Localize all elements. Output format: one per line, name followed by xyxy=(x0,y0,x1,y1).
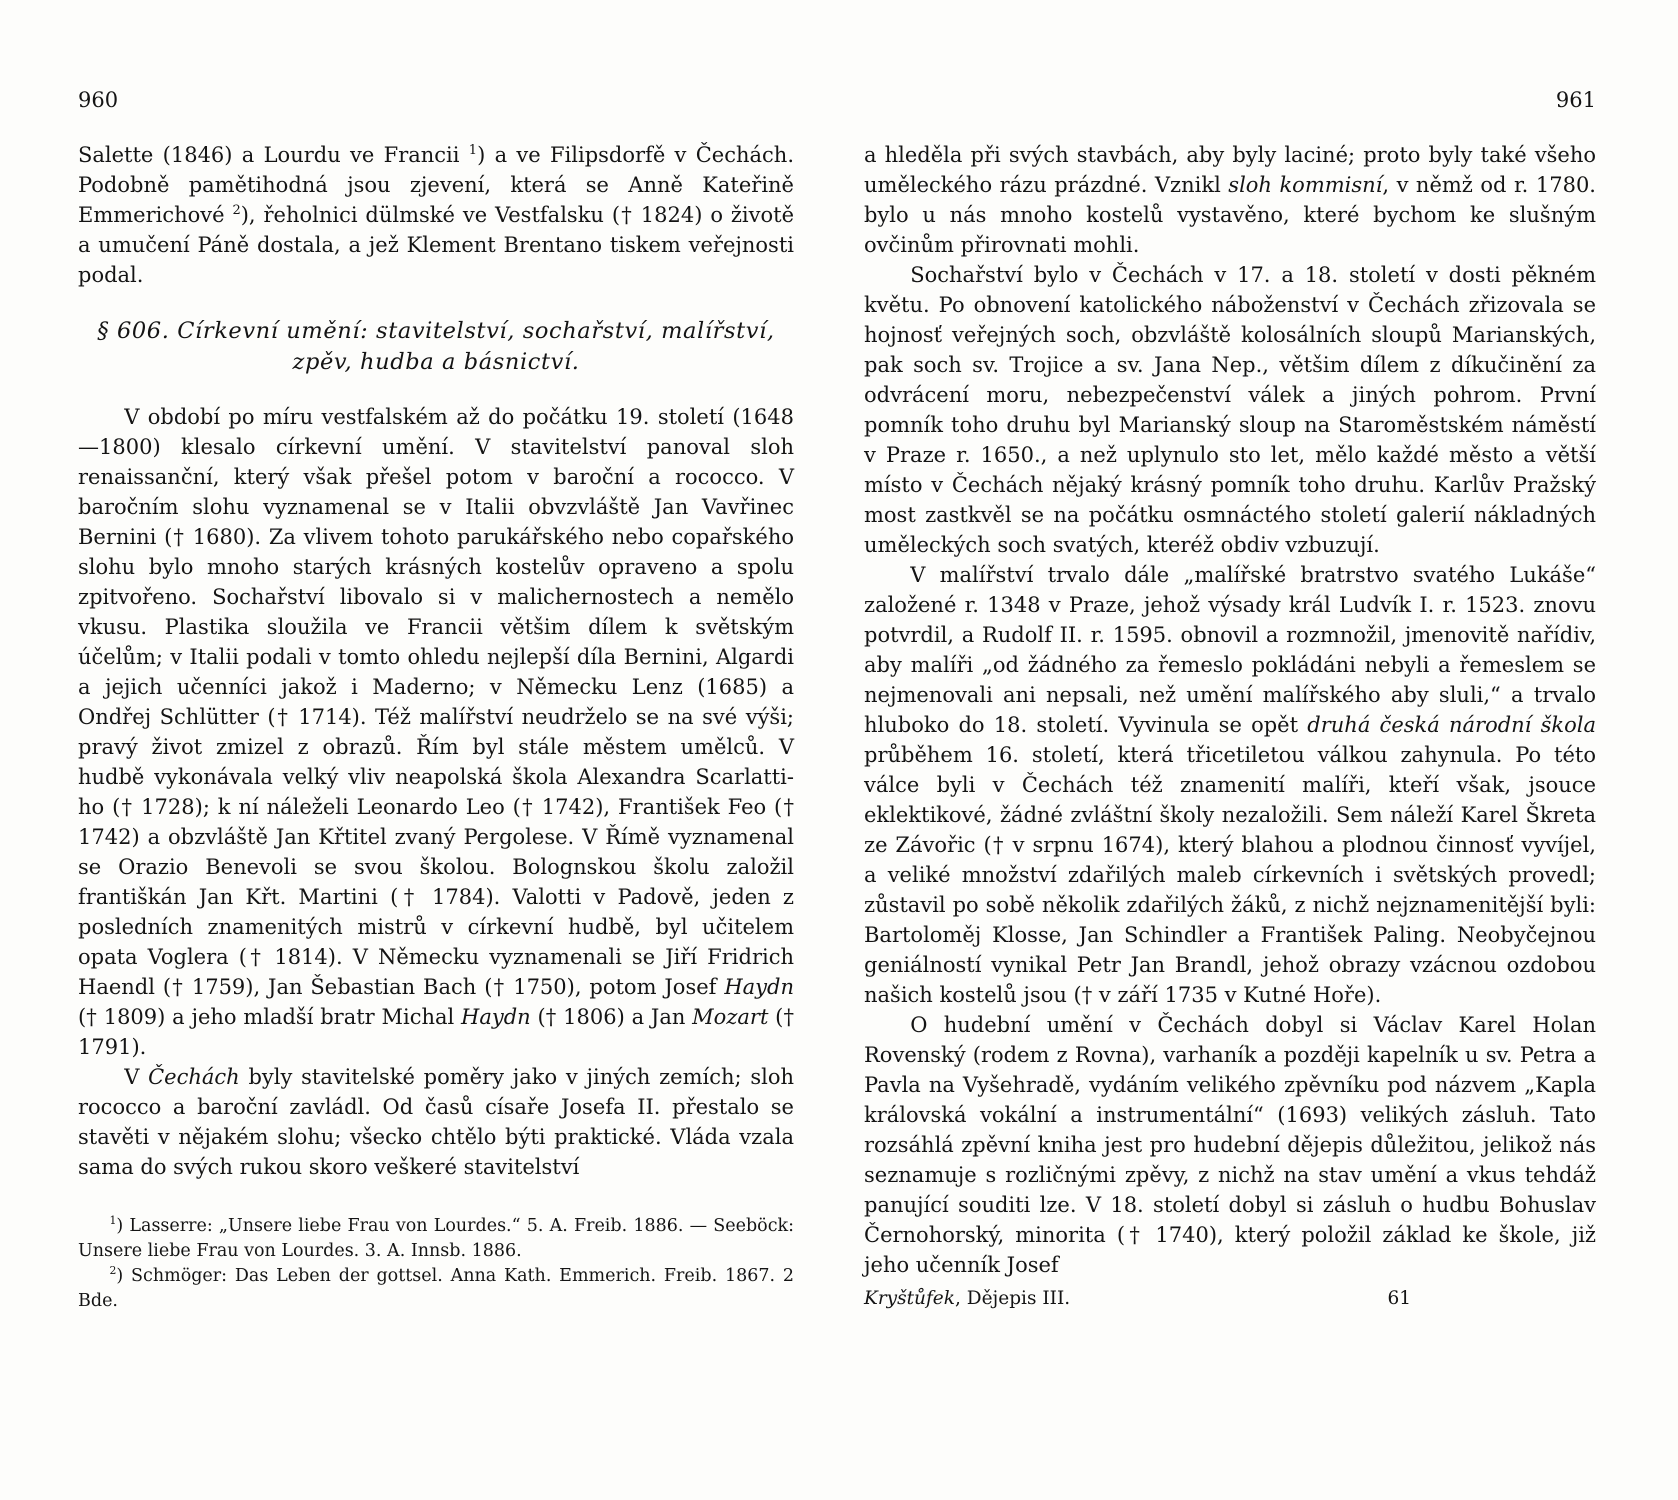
paragraph: V období po míru vestfalském až do počátku 19. století (1648—1800) klesalo církevní umění. V stavitelství panoval sloh renaissanční, který však přešel potom v baroční a rococco. V baročním slohu vyznamenal se v Italii obvzvláště Jan Vavřinec Bernini († 1680). Za vlivem tohoto parukářského nebo copařského slohu bylo mnoho starých krásných kostelův opraveno a spolu zpitvořeno. Sochařství libovalo si v malichernostech a nemělo vkusu. Plastika sloužila ve Francii většim dílem k světským účelům; v Italii podali v tomto ohledu nejlepší díla Bernini, Algardi a jejich učenníci jakož i Maderno; v Německu Lenz (1685) a Ondřej Schlütter († 1714). Též malířství neudrželo se na své výši; pravý život zmizel z obrazů. Řím byl stále městem umělců. V hudbě vykonávala velký vliv neapolská škola Alexandra Scarlatti-ho († 1728); k ní náleželi Leonardo Leo († 1742), František Feo († 1742) a obzvláště Jan Křtitel zvaný Pergolese. V Římě vyznamenal se Orazio Benevoli se svou školou. Bolognskou školu založil františkán Jan Křt. Martini († 1784). Valotti v Padově, jeden z posledních znamenitých mistrů v církevní hudbě, byl učitelem opata Voglera († 1814). V Německu vyznamenali se Jiří Fridrich Haendl († 1759), Jan Šebastian Bach († 1750), potom Josef Haydn († 1809) a jeho mladší bratr Michal Haydn († 1806) a Jan Mozart († 1791). xyxy=(78,405,794,1059)
paragraph: Salette (1846) a Lourdu ve Francii $^1$) a ve Filipsdorfě v Čechách. Podobně pamětihodná jsou zjevení, která se Anně Kateřině Emmerichové $^2$), řeholnici dülmské ve Vestfalsku († 1824) o životě a umučení Páně dostala, a jež Klement Brentano tiskem veřejnosti podal. xyxy=(78,143,795,287)
left-page-body xyxy=(78,140,794,1182)
section-heading-line2: zpěv, hudba a básnictví. xyxy=(292,349,580,375)
right-page-body xyxy=(864,140,1596,1280)
section-heading xyxy=(78,316,794,378)
footer-signature: Kryštůfek, Dějepis III. xyxy=(864,1288,1071,1309)
paragraph: Sochařství bylo v Čechách v 17. a 18. století v dosti pěkném květu. Po obnovení katolického náboženství v Čechách zřizovala se hojnosť veřejných soch, obzvláště kolosálních sloupů Marianských, pak soch sv. Trojice a sv. Jana Nep., většim dílem z díkučinění za odvrácení moru, nebezpečenství válek a jiných pohrom. První pomník toho druhu byl Marianský sloup na Staroměstském náměstí v Praze r. 1650., a než uplynulo sto let, mělo každé město a větší místo v Čechách nějaký krásný pomník toho druhu. Karlův Pražský most zastkvěl se na počátku osmnáctého století galerií nákladných uměleckých soch svatých, kteréž obdiv vzbuzují. xyxy=(864,263,1596,557)
paragraph: V Čechách byly stavitelské poměry jako v jiných zemích; sloh rococco a baroční zavládl. Od časů císaře Josefa II. přestalo se stavěti v nějakém slohu; všecko chtělo býti praktické. Vláda vzala sama do svých rukou skoro veškeré stavitelství xyxy=(78,1065,795,1179)
page-number-left: 960 xyxy=(78,88,119,112)
paragraph: O hudební umění v Čechách dobyl si Václav Karel Holan Rovenský (rodem z Rovna), varhaník a později kapelník u sv. Petra a Pavla na Vyšehradě, vydáním velikého zpěvníku pod názvem „Kapla královská vokální a instrumentální“ (1693) velikých zásluh. Tato rozsáhlá zpěvní kniha jest pro hudební dějepis důležitou, jelikož nás seznamuje s rozličnými zpěvy, z nichž na stav umění a vkus tehdáž panující souditi lze. V 18. století dobyl si zásluh o hudbu Bohuslav Černohorský, minorita († 1740), který položil základ ke škole, již jeho učenník Josef xyxy=(864,1013,1596,1277)
footnote: $^1$) Lasserre: „Unsere liebe Frau von Lourdes.“ 5. A. Freib. 1886. — Seeböck: Unsere liebe Frau von Lourdes. 3. A. Innsb. 1886. xyxy=(78,1214,794,1261)
page-left xyxy=(78,88,794,1314)
page-right xyxy=(864,88,1596,1314)
page-number-right: 961 xyxy=(1555,88,1596,112)
paragraph: a hleděla při svých stavbách, aby byly laciné; proto byly také všeho uměleckého rázu prázdné. Vznikl sloh kommisní, v němž od r. 1780. bylo u nás mnoho kostelů vystavěno, které bychom ke slušným ovčinům přirovnati mohli. xyxy=(864,143,1596,257)
paragraph: V malířství trvalo dále „malířské bratrstvo svatého Lukáše“ založené r. 1348 v Praze, jehož výsady král Ludvík I. r. 1523. znovu potvrdil, a Rudolf II. r. 1595. obnovil a rozmnožil, jmenovitě nařídiv, aby malíři „od žádného za řemeslo pokládáni nebyli a řemeslem se nejmenovali ani nepsali, než umění malířského aby sluli,“ a trvalo hluboko do 18. století. Vyvinula se opět druhá česká národní škola průběhem 16. století, která třicetiletou válkou zahynula. Po této válce byli v Čechách též znamenití malíři, kteří však, jsouce eklektikové, žádné zvláštní školy nezaložili. Sem náleží Karel Škreta ze Závořic († v srpnu 1674), který blahou a plodnou činnosť vyvíjel, a veliké množství zdařilých maleb církevních i světských provedl; zůstavil po sobě několik zdařilých žáků, z nichž nejznamenitější byli: Bartoloměj Klosse, Jan Schindler a František Paling. Neobyčejnou geniálností vynikal Petr Jan Brandl, jehož obrazy vzácnou ozdobou našich kostelů jsou († v září 1735 v Kutné Hoře). xyxy=(864,563,1596,1007)
footer-sheet-number: 61 xyxy=(1387,1288,1411,1309)
footnote: $^2$) Schmöger: Das Leben der gottsel. Anna Kath. Emmerich. Freib. 1867. 2 Bde. xyxy=(78,1264,794,1311)
page-footer xyxy=(864,1288,1596,1309)
footnotes xyxy=(78,1214,794,1314)
section-heading-line1: § 606. Církevní umění: stavitelství, sochařství, malířství, xyxy=(97,318,775,344)
